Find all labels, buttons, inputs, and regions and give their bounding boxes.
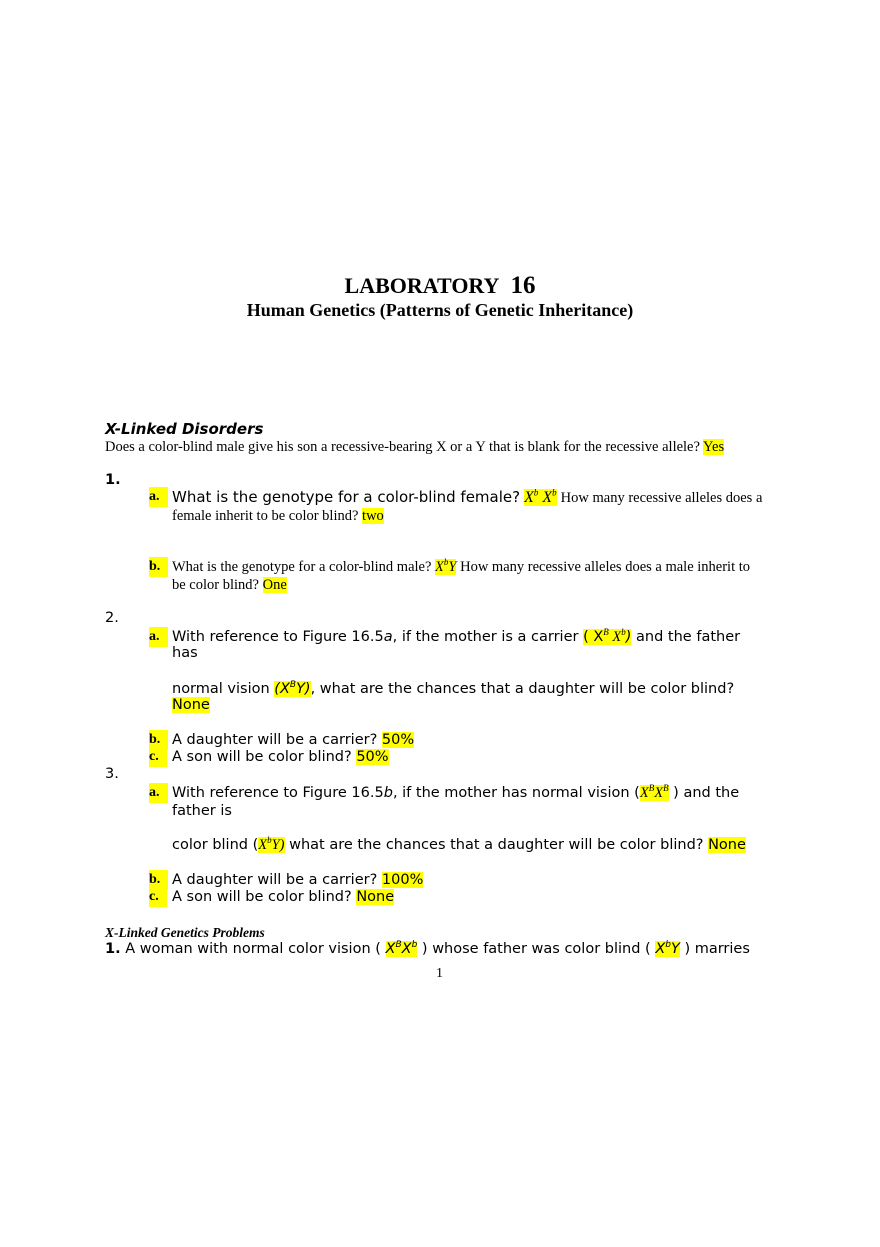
answer: Yes: [703, 439, 725, 455]
item-label: a.: [149, 627, 168, 647]
genotype: $X^b$ $X^b$: [524, 487, 557, 506]
answer: 50%: [356, 749, 389, 765]
question-3a-cont: father is: [172, 803, 232, 819]
answer: 50%: [381, 732, 415, 748]
item-label: b.: [149, 730, 168, 750]
question-1a: [172, 487, 762, 508]
question-1a-cont: female inherit to be color blind? two: [172, 508, 384, 524]
answer: None: [708, 837, 746, 853]
question-1b-cont: be color blind? One: [172, 577, 287, 593]
item-label: b.: [149, 870, 168, 890]
section-heading-x-linked-disorders: X-Linked Disorders: [105, 420, 264, 438]
page-subtitle: Human Genetics (Patterns of Genetic Inheritance): [246, 300, 634, 320]
answer: None: [172, 697, 210, 713]
item-label: a.: [149, 783, 168, 803]
question-text: What is the genotype for a color-blind female?: [172, 488, 521, 506]
question-text: Does a color-blind male give his son a recessive-bearing X or a Y that is blank for the recessive allele?: [105, 439, 700, 455]
question-1b: What is the genotype for a color-blind male? $X^bY$ How many recessive alleles does a male inherit to: [172, 557, 751, 575]
genotype: $X^bY$: [435, 557, 457, 575]
answer: two: [362, 508, 384, 524]
answer: 100%: [381, 872, 424, 888]
question-number: 1.: [105, 472, 121, 488]
page-title: [0, 272, 880, 300]
question-number: 2.: [105, 610, 119, 626]
genotype: ( $X^B$ $X^b$): [583, 627, 632, 645]
question-text: How many recessive alleles does a: [560, 490, 763, 506]
question-2a-cont2: normal vision $(X^BY)$, what are the chances that a daughter will be color blind?: [172, 680, 735, 697]
answer: None: [356, 889, 395, 905]
question-2a-cont: has: [172, 645, 198, 661]
intro-question: [105, 437, 724, 457]
question-2a: With reference to Figure 16.5a, if the mother is a carrier ( $X^B$ $X^b$) and the father: [172, 627, 741, 645]
genotype: $X^BX^b$: [385, 940, 418, 957]
question-number: 3.: [105, 766, 119, 782]
item-label: c.: [149, 747, 167, 767]
question-2b: A daughter will be a carrier? 50%: [172, 732, 415, 748]
lab-number: 16: [510, 272, 536, 299]
genotype: $(X^BY)$: [274, 680, 311, 697]
problem-1: 1. A woman with normal color vision ( $X^BX^b$ ) whose father was color blind ( $X^bY$ ) marries: [105, 940, 750, 957]
page-number: 1: [436, 966, 443, 981]
genotype: $X^bY$: [655, 940, 680, 957]
lab-label: LABORATORY: [344, 273, 500, 298]
item-label: b.: [149, 557, 168, 577]
question-3c: A son will be color blind? None: [172, 889, 395, 905]
question-2c: A son will be color blind? 50%: [172, 749, 389, 765]
item-label: a.: [149, 487, 168, 507]
question-3a: With reference to Figure 16.5b, if the mother has normal vision ($X^BX^B$ ) and the: [172, 783, 740, 801]
answer: One: [262, 577, 287, 593]
genotype: $X^BX^B$: [639, 783, 669, 801]
question-3b: A daughter will be a carrier? 100%: [172, 872, 424, 888]
question-3a-cont2: color blind $(X^bY)$ what are the chances that a daughter will be color blind? None: [172, 835, 746, 853]
answer-2a: [172, 695, 210, 715]
section-heading-genetics-problems: X-Linked Genetics Problems: [105, 925, 265, 940]
genotype: $X^bY$): [258, 835, 285, 853]
item-label: c.: [149, 887, 167, 907]
